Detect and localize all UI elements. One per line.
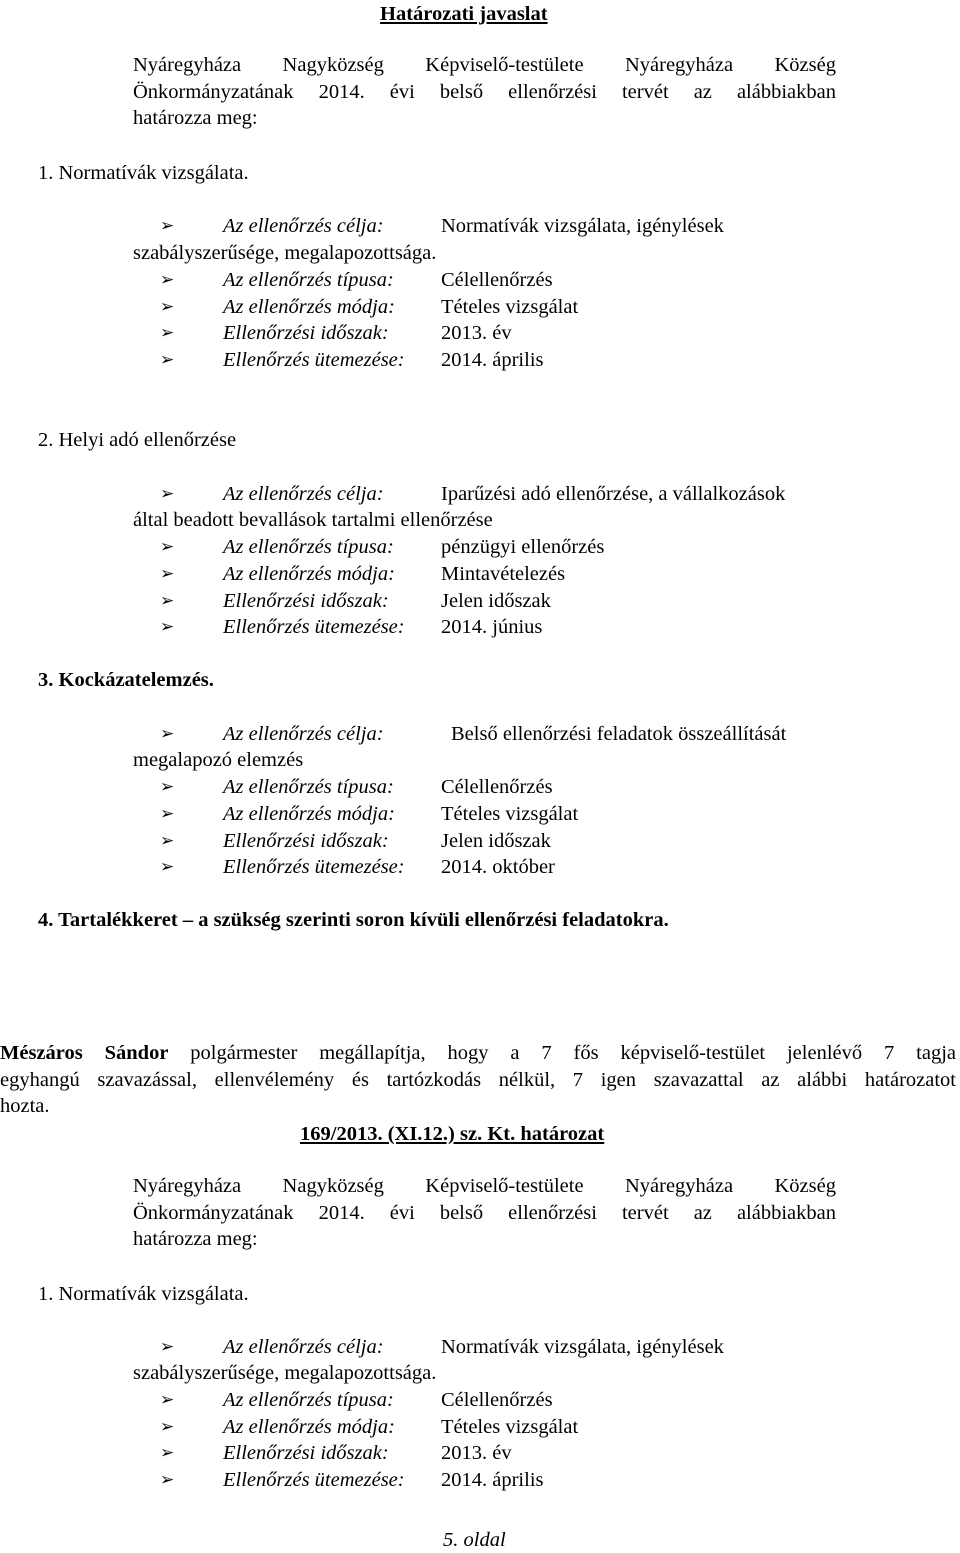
label-celja: Az ellenőrzés célja: [223,1336,384,1358]
resolution-intro-paragraph [133,1173,836,1253]
label-celja: Az ellenőrzés célja: [223,723,384,745]
value-celja: Normatívák vizsgálata, igénylések [441,1336,724,1358]
bullet-arrow-icon: ➢ [160,1337,175,1356]
value-utemezese: 2014. június [441,616,543,638]
label-modja: Az ellenőrzés módja: [223,296,395,318]
statement-line1-rest: polgármester megállapítja, hogy a 7 fős képviselő-testület jelenlévő 7 tagja [168,1042,956,1064]
section-3-heading: 3. Kockázatelemzés. [38,669,214,691]
bullet-arrow-icon: ➢ [160,216,175,235]
value-utemezese: 2014. április [441,349,544,371]
value-tipusa: Célellenőrzés [441,776,553,798]
document-title: Határozati javaslat [380,3,548,25]
value-idoszak: Jelen időszak [441,830,551,852]
bullet-arrow-icon: ➢ [160,484,175,503]
intro-line: határozza meg: [133,1228,258,1250]
statement-line: egyhangú szavazással, ellenvélemény és tartózkodás nélkül, 7 igen szavazattal az alábbi határozatot [0,1068,956,1091]
label-tipusa: Az ellenőrzés típusa: [223,776,394,798]
value-idoszak: 2013. év [441,322,512,344]
value-celja-cont: szabályszerűsége, megalapozottsága. [133,242,437,264]
label-utemezese: Ellenőrzés ütemezése: [223,1469,405,1491]
label-idoszak: Ellenőrzési időszak: [223,590,389,612]
label-tipusa: Az ellenőrzés típusa: [223,269,394,291]
intro-line: Nyáregyháza Nagyközség Képviselő-testülete Nyáregyháza Község [133,54,836,76]
value-modja: Tételes vizsgálat [441,1416,579,1438]
bullet-arrow-icon: ➢ [160,323,175,342]
statement-paragraph [0,1040,956,1120]
bullet-arrow-icon: ➢ [160,1390,175,1409]
value-tipusa: pénzügyi ellenőrzés [441,536,605,558]
bullet-arrow-icon: ➢ [160,1443,175,1462]
bullet-arrow-icon: ➢ [160,617,175,636]
value-celja: Iparűzési adó ellenőrzése, a vállalkozások [441,483,786,505]
intro-paragraph [133,52,836,132]
bullet-arrow-icon: ➢ [160,831,175,850]
label-tipusa: Az ellenőrzés típusa: [223,1389,394,1411]
value-celja-cont: szabályszerűsége, megalapozottsága. [133,1362,437,1384]
bullet-arrow-icon: ➢ [160,591,175,610]
value-idoszak: 2013. év [441,1442,512,1464]
value-modja: Mintavételezés [441,563,566,585]
value-tipusa: Célellenőrzés [441,1389,553,1411]
value-celja-cont: által beadott bevallások tartalmi ellenőrzése [133,509,493,531]
label-celja: Az ellenőrzés célja: [223,483,384,505]
bullet-arrow-icon: ➢ [160,724,175,743]
value-idoszak: Jelen időszak [441,590,551,612]
label-tipusa: Az ellenőrzés típusa: [223,536,394,558]
label-utemezese: Ellenőrzés ütemezése: [223,616,405,638]
bullet-arrow-icon: ➢ [160,537,175,556]
page-number: 5. oldal [443,1529,506,1551]
section-4-heading: 4. Tartalékkeret – a szükség szerinti soron kívüli ellenőrzési feladatokra. [38,909,669,931]
bullet-arrow-icon: ➢ [160,777,175,796]
intro-line: Önkormányzatának 2014. évi belső ellenőrzési tervét az alábbiakban [133,80,836,103]
bullet-arrow-icon: ➢ [160,350,175,369]
label-utemezese: Ellenőrzés ütemezése: [223,856,405,878]
value-celja: Belső ellenőrzési feladatok összeállítását [451,723,787,745]
intro-line: Nyáregyháza Nagyközség Képviselő-testülete Nyáregyháza Község [133,1175,836,1197]
intro-line: határozza meg: [133,107,258,129]
resolution-title: 169/2013. (XI.12.) sz. Kt. határozat [300,1123,605,1145]
label-modja: Az ellenőrzés módja: [223,803,395,825]
statement-line: hozta. [0,1095,50,1117]
value-modja: Tételes vizsgálat [441,803,579,825]
bullet-arrow-icon: ➢ [160,297,175,316]
bullet-arrow-icon: ➢ [160,1417,175,1436]
bullet-arrow-icon: ➢ [160,857,175,876]
value-celja-cont: megalapozó elemzés [133,749,304,771]
label-modja: Az ellenőrzés módja: [223,1416,395,1438]
bullet-arrow-icon: ➢ [160,270,175,289]
statement-line [0,1040,956,1067]
value-utemezese: 2014. április [441,1469,544,1491]
label-idoszak: Ellenőrzési időszak: [223,830,389,852]
value-tipusa: Célellenőrzés [441,269,553,291]
label-idoszak: Ellenőrzési időszak: [223,1442,389,1464]
bullet-arrow-icon: ➢ [160,564,175,583]
bullet-arrow-icon: ➢ [160,1470,175,1489]
label-idoszak: Ellenőrzési időszak: [223,322,389,344]
value-utemezese: 2014. október [441,856,555,878]
label-celja: Az ellenőrzés célja: [223,215,384,237]
label-modja: Az ellenőrzés módja: [223,563,395,585]
resolution-section-1-heading: 1. Normatívák vizsgálata. [38,1283,249,1305]
section-2-heading: 2. Helyi adó ellenőrzése [38,429,237,451]
section-1-heading: 1. Normatívák vizsgálata. [38,162,249,184]
label-utemezese: Ellenőrzés ütemezése: [223,349,405,371]
value-celja: Normatívák vizsgálata, igénylések [441,215,724,237]
bullet-arrow-icon: ➢ [160,804,175,823]
intro-line: Önkormányzatának 2014. évi belső ellenőrzési tervét az alábbiakban [133,1201,836,1224]
value-modja: Tételes vizsgálat [441,296,579,318]
mayor-name: Mészáros Sándor [0,1042,169,1064]
